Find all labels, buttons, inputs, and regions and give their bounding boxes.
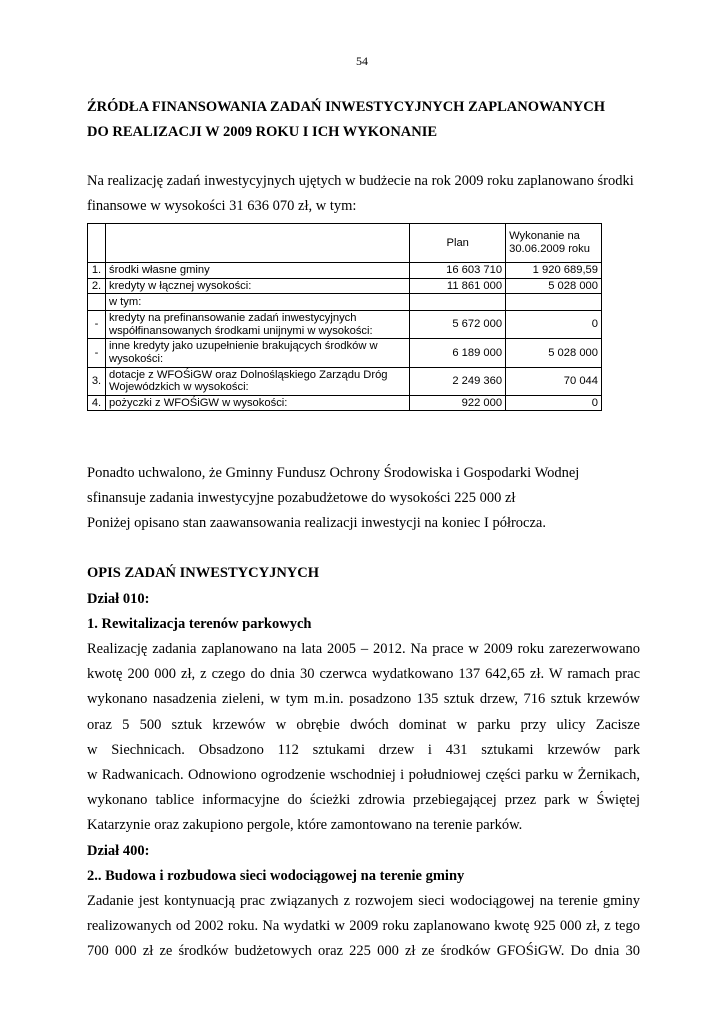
task-2-description (87, 889, 640, 965)
table-row (88, 263, 602, 279)
after-line-1: Ponadto uchwalono, że Gminny Fundusz Ochrony Środowiska i Gospodarki Wodnej (87, 465, 580, 481)
task-1-description (87, 637, 640, 839)
row-lp: - (88, 311, 106, 339)
row-lp: 4. (88, 395, 106, 411)
task-1-line: w Siechnicach. Obsadzono 112 sztukami drzew i 431 sztukami krzewów park (87, 741, 640, 758)
title-line-2: DO REALIZACJI W 2009 ROKU I ICH WYKONANIE (87, 124, 438, 140)
row-desc: kredyty w łącznej wysokości: (105, 278, 409, 294)
row-desc: dotacje z WFOŚiGW oraz Dolnośląskiego Zarządu Dróg Wojewódzkich w wysokości: (105, 367, 409, 395)
row-lp (88, 294, 106, 311)
row-wykonanie: 5 028 000 (506, 339, 602, 367)
row-wykonanie: 0 (506, 395, 602, 411)
row-desc: kredyty na prefinansowanie zadań inwestycyjnych współfinansowanych środkami unijnymi w wysokości: (105, 311, 409, 339)
row-plan: 5 672 000 (410, 311, 506, 339)
row-lp: - (88, 339, 106, 367)
table-row (88, 311, 602, 339)
intro-line-1: Na realizację zadań inwestycyjnych ujętych w budżecie na rok 2009 roku zaplanowano środki (87, 173, 634, 189)
table-header-row (88, 224, 602, 263)
task-1-line: wykonano nasadzenia zieleni, w tym m.in. posadzono 135 sztuk drzew, 716 sztuk krzewów (87, 691, 640, 708)
row-wykonanie: 0 (506, 311, 602, 339)
row-desc: inne kredyty jako uzupełnienie brakujących środków w wysokości: (105, 339, 409, 367)
task-2-line: realizowanych od 2002 roku. Na wydatki w 2009 roku zaplanowano kwotę 925 000 zł, z tego (87, 918, 640, 935)
header-desc-cell (105, 224, 409, 263)
table-row (88, 395, 602, 411)
row-plan: 6 189 000 (410, 339, 506, 367)
row-desc: środki własne gminy (105, 263, 409, 279)
table-row (88, 278, 602, 294)
row-wykonanie: 70 044 (506, 367, 602, 395)
row-plan: 2 249 360 (410, 367, 506, 395)
row-wykonanie: 5 028 000 (506, 278, 602, 294)
after-line-3: Poniżej opisano stan zaawansowania realizacji inwestycji na koniec I półrocza. (87, 515, 546, 532)
task-1-title: 1. Rewitalizacja terenów parkowych (87, 616, 312, 632)
dzial-400-heading: Dział 400: (87, 843, 150, 859)
row-plan: 16 603 710 (410, 263, 506, 279)
task-1-line: wykonano tablice informacyjne do ścieżki zdrowia przebiegającej przez park w Świętej (87, 792, 640, 809)
row-plan (410, 294, 506, 311)
row-desc: pożyczki z WFOŚiGW w wysokości: (105, 395, 409, 411)
row-lp: 1. (88, 263, 106, 279)
task-2-title: 2.. Budowa i rozbudowa sieci wodociągowej na terenie gminy (87, 868, 465, 884)
intro-paragraph (87, 169, 640, 219)
row-wykonanie (506, 294, 602, 311)
task-2-line: 700 000 zł ze środków budżetowych oraz 225 000 zł ze środków GFOŚiGW. Do dnia 30 (87, 943, 640, 960)
page-number: 54 (356, 54, 368, 68)
dzial-010-heading: Dział 010: (87, 591, 150, 607)
table-row (88, 367, 602, 395)
task-1-line: Katarzynie oraz zakupiono pergole, które zamontowano na terenie parków. (87, 817, 523, 834)
task-1-line: w Radwanicach. Odnowiono ogrodzenie wschodniej i południowej części parku w Żernikach, (87, 767, 640, 784)
document-title (87, 95, 605, 145)
task-1-line: oraz 5 500 sztuk krzewów w obrębie dwóch dominat w parku przy ulicy Zacisze (87, 716, 640, 733)
title-line-1: ŹRÓDŁA FINANSOWANIA ZADAŃ INWESTYCYJNYCH ZAPLANOWANYCH (87, 99, 606, 115)
intro-line-2: finansowe w wysokości 31 636 070 zł, w tym: (87, 198, 357, 215)
row-plan: 11 861 000 (410, 278, 506, 294)
header-lp-cell (88, 224, 106, 263)
header-wykonanie: Wykonanie na 30.06.2009 roku (506, 224, 602, 263)
financing-table (87, 223, 602, 411)
row-plan: 922 000 (410, 395, 506, 411)
task-2-line: Zadanie jest kontynuacją prac związanych z rozwojem sieci wodociągowej na terenie gminy (87, 893, 640, 909)
row-wykonanie: 1 920 689,59 (506, 263, 602, 279)
header-plan: Plan (410, 224, 506, 263)
section-title: OPIS ZADAŃ INWESTYCYJNYCH (87, 565, 320, 581)
row-lp: 3. (88, 367, 106, 395)
after-table-paragraph (87, 461, 640, 537)
row-lp: 2. (88, 278, 106, 294)
row-desc: w tym: (105, 294, 409, 311)
task-1-line: kwotę 200 000 zł, z czego do dnia 30 czerwca wydatkowano 137 642,65 zł. W ramach prac (87, 666, 640, 683)
table-row (88, 294, 602, 311)
table-row (88, 339, 602, 367)
task-1-line: Realizację zadania zaplanowano na lata 2005 – 2012. Na prace w 2009 roku zarezerwowano (87, 641, 640, 657)
after-line-2: sfinansuje zadania inwestycyjne pozabudżetowe do wysokości 225 000 zł (87, 490, 516, 507)
